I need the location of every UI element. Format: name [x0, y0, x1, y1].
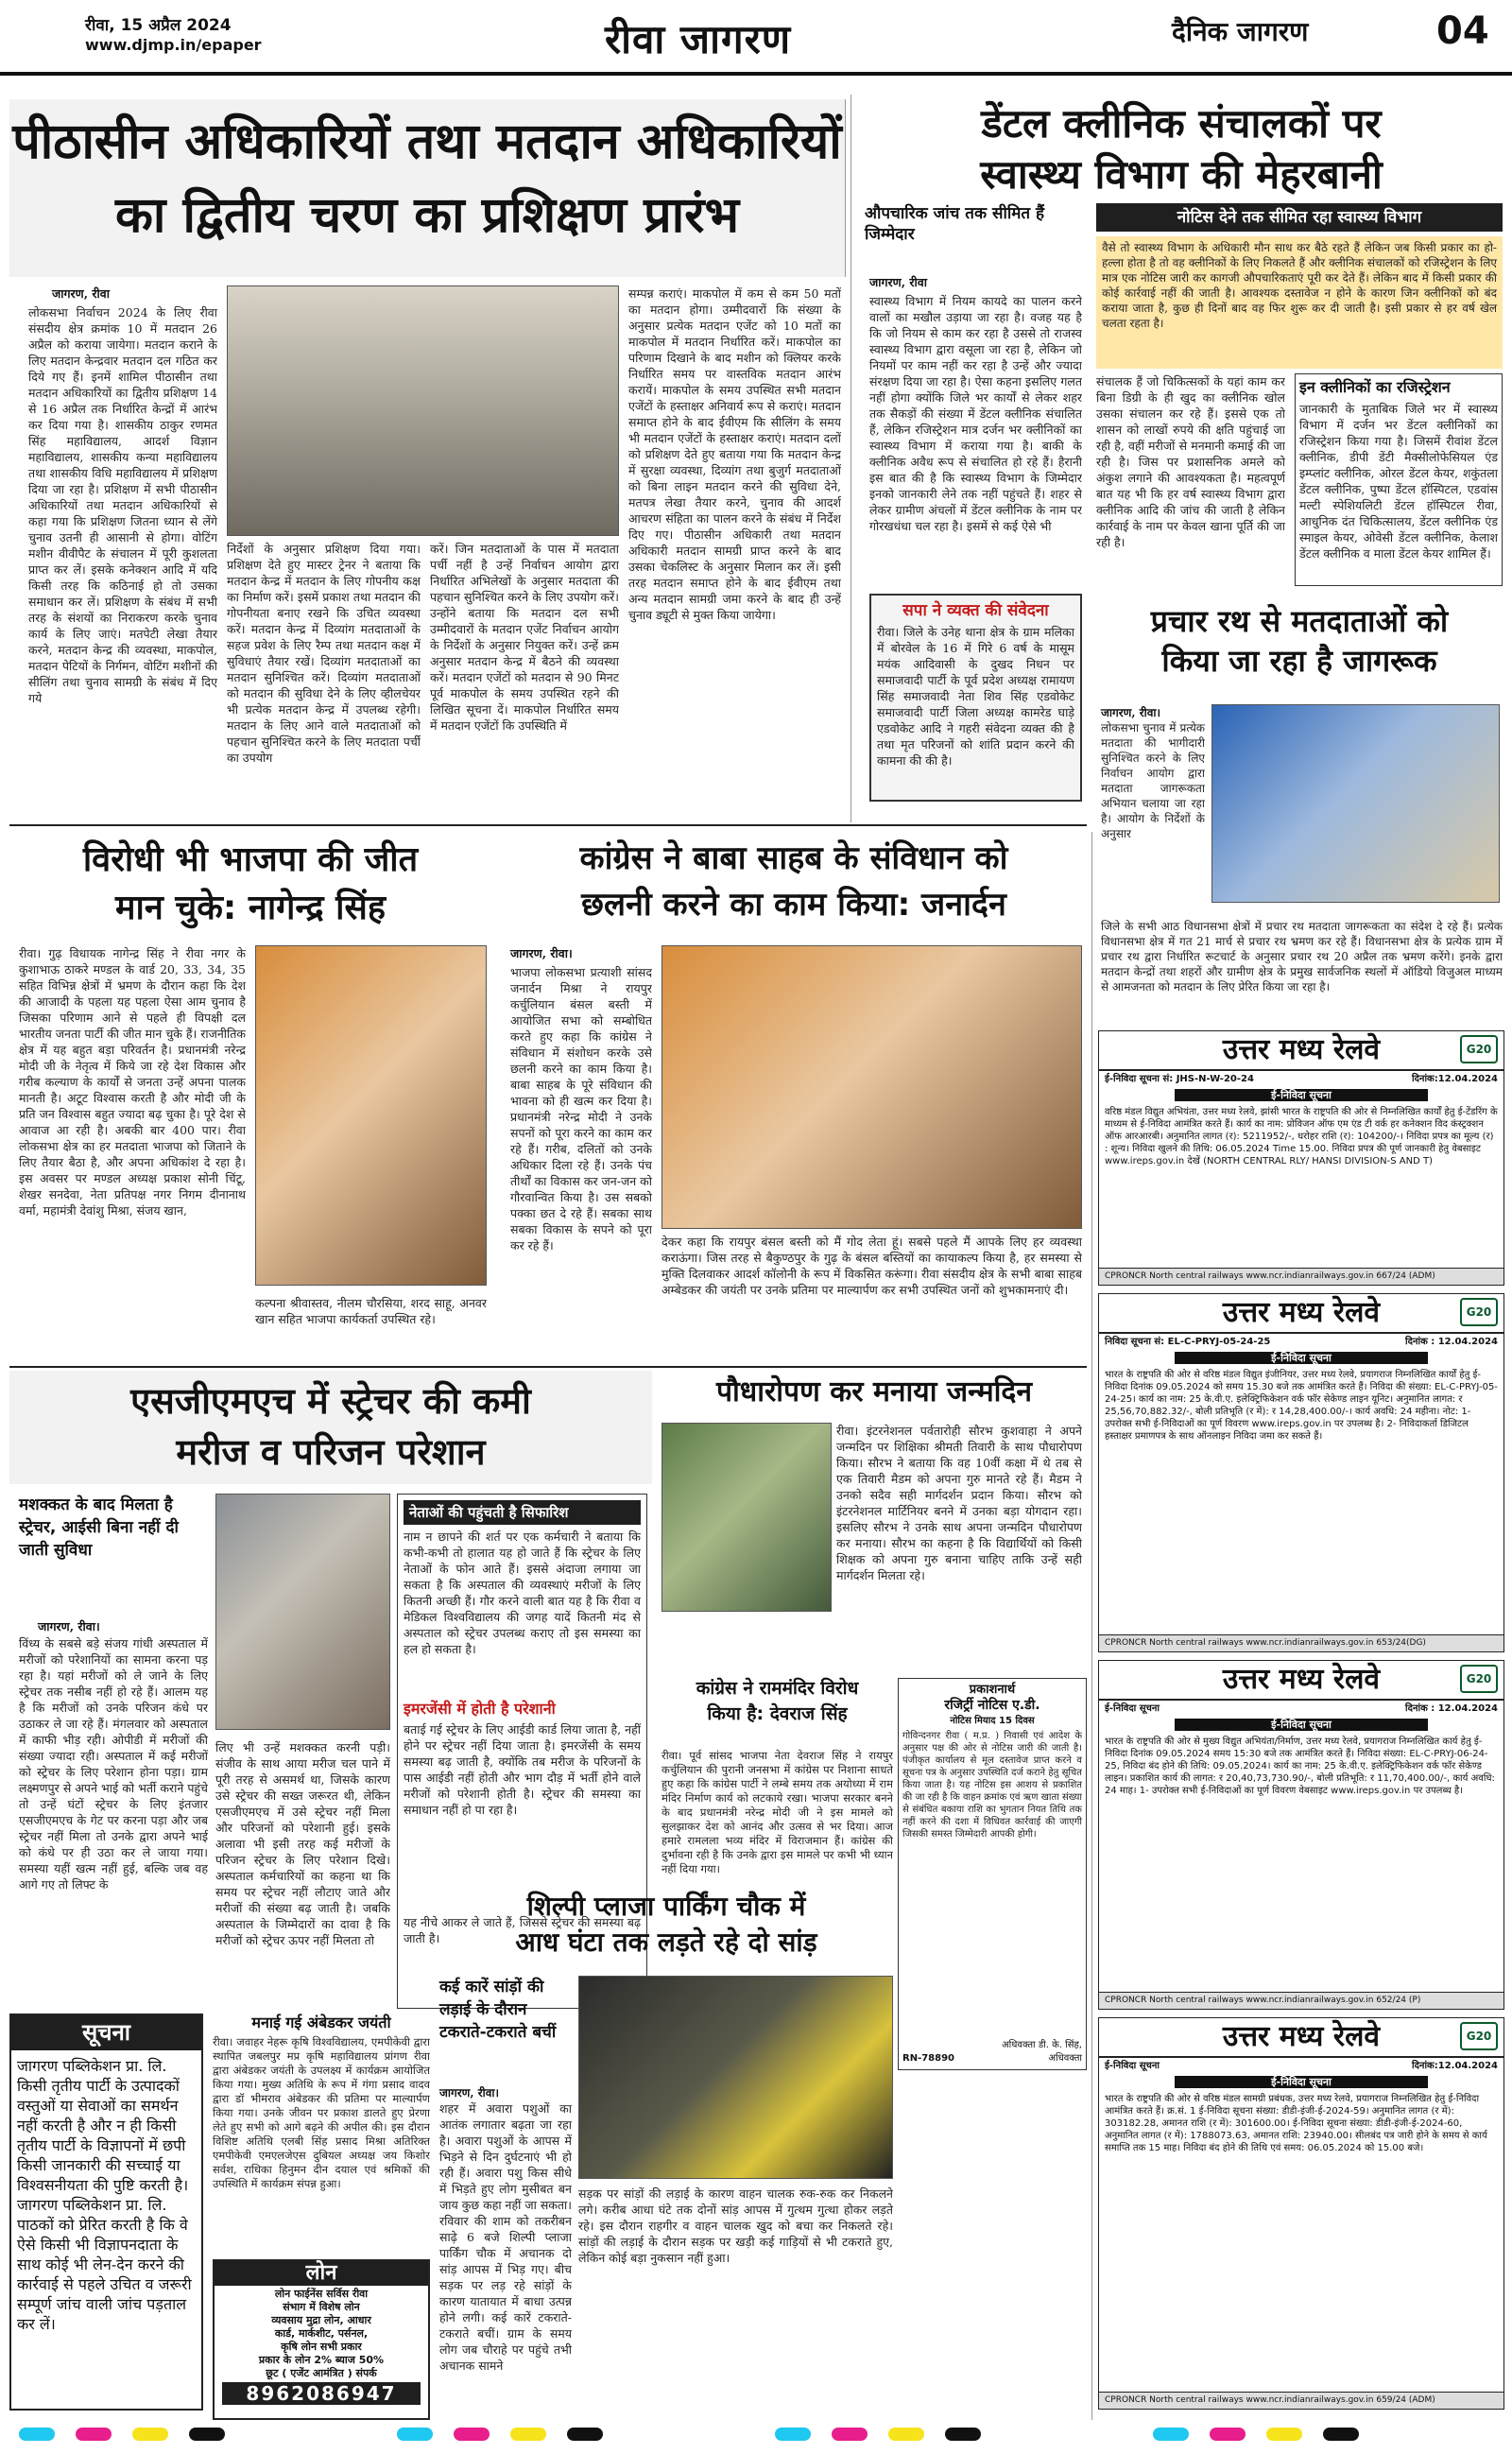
loan-line: छूट ( एजेंट आमंत्रित ) संपर्क	[266, 2367, 377, 2380]
railway-ad-3	[1098, 1660, 1504, 2010]
railway-ad-header	[1099, 1031, 1503, 1071]
dental-col2: संचालक हैं जो चिकित्सकों के यहां काम कर बिना डिग्री के ही खुद का क्लीनिक खोल उसका संचालन कर रहे हैं। इससे एक तो शासन को लाखों रुपये की क्षति पहुंचाई जा रही है, वहीं मरीजों से मनमानी कमाई की जा रही है। जिस पर प्रशासनिक अमले को अंकुश लगाने की आवश्यकता है। महत्वपूर्ण बात यह भी कि हर वर्ष स्वास्थ्य विभाग द्वारा क्लीनिक आदि की जांच की जाती है लेकिन कार्रवाई के नाम पर केवल खाना पूर्ति की जा रही है।	[1096, 374, 1285, 549]
loan-line: कृषि लोन सभी प्रकार	[281, 2341, 362, 2354]
registration-mark	[775, 2428, 811, 2441]
sgmh-headline-box	[9, 1371, 652, 1484]
railway-ad-foot[interactable]: CPRONCR North central railways www.ncr.indianrailways.gov.in 652/24 (P)	[1099, 1992, 1503, 2009]
railway-ad-body: भारत के राष्ट्रपति की ओर से वरिष्ठ मंडल विद्युत इंजीनियर, उत्तर मध्य रेलवे, प्रयागराज निम्नलिखित कार्यों हेतु ई-निविदा दिनांक 09.05.2024 को समय 15.30 बजे तक आमंत्रित करते हैं। निविदा की संख्या: EL-C-PRYJ-05-24-25। कार्य का नाम: 25 के.वी.ए. इलेक्ट्रिफिकेशन वर्क फॉर सेकेण्ड लाइन यूनिट। अनुमानित लागत: र 25,56,70,882.32/-, बोली प्रतिभूति (र में): र 14,28,400.00/-। कार्य अवधि: 24 महीना। नोट: 1- उपरोक्त सभी ई-निविदाओं का पूर्ण विवरण www.ireps.gov.in पर उपलब्ध है। 2- निविदाकर्ता डिजिटल हस्ताक्षर प्रमाणपत्र के साथ ऑनलाइन निविदा जमा कर सकते हैं।	[1105, 1370, 1498, 1442]
dental-banner-text: नोटिस देने तक सीमित रहा स्वास्थ्य विभाग	[1177, 208, 1422, 227]
loan-lines	[215, 2286, 428, 2380]
dental-headline-box	[855, 95, 1507, 208]
prachar-headline-line1: प्रचार रथ से मतदाताओं को	[1150, 603, 1449, 639]
paudharopan-headline: पौधारोपण कर मनाया जन्मदिन	[715, 1375, 1033, 1408]
shilpi-kicker: कई कारें सांड़ों की लड़ाई के दौरान टकराते-टकराते बचीं	[439, 1978, 557, 2042]
loan-ad	[213, 2259, 430, 2420]
sgmh-box-text: नाम न छापने की शर्त पर एक कर्मचारी ने बताया कि कभी-कभी तो हालात यह हो जाते हैं कि स्ट्रेचर के लिए नेताओं के फोन आते हैं। इससे अंदाजा लगाया जा सकता है कि अस्पताल की व्यवस्थाएं मरीजों के लिए कितनी अच्छी हैं। गौर करने वाली बात यह है कि रीवा व मेडिकल विश्वविद्यालय की जगह यादें कितनी मंद से अस्पताल को स्ट्रेचर उपलब्ध कराए तो इस समस्या का हल हो सकता है।	[404, 1529, 641, 1656]
railway-ad-title: उत्तर मध्य रेलवे	[1222, 1296, 1381, 1329]
g20-logo-icon: G20	[1460, 1665, 1498, 1693]
lead-col2: निर्देशों के अनुसार प्रशिक्षण दिया गया। प्रशिक्षण देते हुए मास्टर ट्रेनर ने बताया कि मतदान केन्द्र में मतदान के लिए गोपनीय कक्ष का निर्माण करें। इसमें प्रकाश तथा मतदान की गोपनीयता बनाए रखने कि उचित व्यवस्था करें। मतदान केन्द्र में दिव्यांग मतदाताओं के सहज प्रवेश के लिए रैम्प तथा मतदान कक्ष में सुविधाएं तैयार रखें। दिव्यांग मतदाताओं का मतदान सुनिश्चित करें। दिव्यांग मतदाताओं को मतदान की सुविधा देने के लिए व्हीलचेयर भी प्रत्येक मतदान केन्द्र में उपलब्ध रहेगी। मतदान के लिए आने वाले मतदाताओं को पहचान सुनिश्चित करने के लिए मतदाता पर्ची का उपयोग	[227, 542, 421, 765]
sgmh-text3: यह नीचे आकर ले जाते हैं, जिससे स्ट्रेचर की समस्या बढ़ जाती है।	[404, 1915, 641, 1946]
dental-intro: वैसे तो स्वास्थ्य विभाग के अधिकारी मौन साध कर बैठे रहते हैं लेकिन जब किसी प्रकार का हो-हल्ला होता है तो वह क्लीनिकों के लिए निकलते हैं और क्लीनिक संचालकों को रजिस्ट्रेशन के लिए मात्र एक नोटिस जारी कर कागजी औपचारिकताएं पूरी कर देते हैं। लेकिन बाद में किसी प्रकार की कोई कार्रवाई नहीं की जाती है। आवश्यक दस्तावेज न होने के कारण जिन क्लीनिकों को बंद कराया जाता है, कुछ ही दिनों बाद वह फिर शुरू कर दी जाती है। इसी प्रकार से हर वर्ष खेल चलता रहता है।	[1096, 236, 1503, 369]
divider-middle	[9, 1366, 1087, 1368]
railway-ad-2	[1098, 1293, 1504, 1652]
masthead-date: रीवा, 15 अप्रैल 2024	[85, 16, 232, 35]
registration-mark	[397, 2428, 433, 2441]
deva-headline-line1: कांग्रेस ने राममंदिर विरोध	[696, 1678, 859, 1699]
sgmh-box-title: नेताओं की पहुंचती है सिफारिश	[404, 1500, 641, 1525]
deva-headline-line2: किया है: देवराज सिंह	[707, 1702, 848, 1724]
railway-ad-title: उत्तर मध्य रेलवे	[1222, 1033, 1381, 1066]
dental-byline: जागरण, रीवा	[869, 275, 927, 289]
railway-ad-meta	[1099, 1334, 1503, 1350]
lead-col1: लोकसभा निर्वाचन 2024 के लिए रीवा संसदीय क्षेत्र क्रमांक 10 में मतदान 26 अप्रैल को कराया जायेगा। मतदान कराने के लिए मतदान केन्द्रवार मतदान दल गठित कर दिये गए हैं। इनमें शामिल पीठासीन तथा मतदान अधिकारियों का द्वितीय प्रशिक्षण 14 से 16 अप्रैल तक निर्धारित केन्द्रों में आरंभ कर दिया गया है। शासकीय ठाकुर रणमत सिंह महाविद्यालय, आदर्श विज्ञान महाविद्यालय, शासकीय कन्या महाविद्यालय तथा शासकीय विधि महाविद्यालय में प्रशिक्षण दिया जा रहा है। प्रशिक्षण में सभी पीठासीन अधिकारियों तथा मतदान अधिकारियों से कहा गया कि प्रशिक्षण जितना ध्यान से लेंगे चुनाव उतनी ही आसानी से होगा। वोटिंग मशीन वीवीपैट के संचालन में पूरी कुशलता प्राप्त कर लें। इसके कनेक्शन आदि में यदि किसी तरह कि कठिनाई हो तो उसका समाधान कर लें। प्रशिक्षण के संबंध में सभी तरह के संशयों का निराकरण करके चुनाव कार्य के लिए जाएं। मतपेटी लेखा तैयार करने, मतदान केन्द्र की व्यवस्था, माकपोल, मतदान पेटियों के निर्गमन, वोटिंग मशीनों की सीलिंग तथा चुनाव सामग्री के संबंध में दिए गये	[28, 305, 217, 705]
prachar-headline-line2: किया जा रहा है जागरूक	[1161, 643, 1437, 680]
g20-logo-icon: G20	[1460, 1035, 1498, 1063]
soochna-title: सूचना	[11, 2015, 201, 2050]
g20-logo-icon: G20	[1460, 2022, 1498, 2050]
railway-ad-no: निविदा सूचना सं: EL-C-PRYJ-05-24-25	[1105, 1337, 1271, 1347]
ambedkar-box	[213, 2013, 430, 2250]
loan-line: लोन फाईनेंस सर्विस रीवा	[274, 2288, 369, 2301]
railway-ad-header	[1099, 1294, 1503, 1334]
registration-mark	[132, 2428, 168, 2441]
lead-byline: जागरण, रीवा	[52, 286, 110, 301]
ambedkar-title: मनाई गई अंबेडकर जयंती	[251, 2013, 391, 2031]
shilpi-text2: सड़क पर सांड़ों की लड़ाई के कारण वाहन चालक रुक-रुक कर निकलने लगे। करीब आधा घंटे तक दोनों सांड़ आपस में गुत्थम गुत्था होकर लड़ते रहे। इस दौरान राहगीर व वाहन चालक खुद को बचा कर निकलते रहे। सांड़ों की लड़ाई के दौरान सड़क पर खड़ी कई गाड़ियों से भी टकराते हुए, लेकिन कोई बड़ा नुकसान नहीं हुआ।	[578, 2186, 893, 2265]
lead-headline-line1: पीठासीन अधिकारियों तथा मतदान अधिकारियों	[12, 113, 842, 170]
dental-kicker: औपचारिक जांच तक सीमित हैं जिम्मेदार	[865, 204, 1045, 244]
railway-ad-title: उत्तर मध्य रेलवे	[1222, 1663, 1381, 1696]
legal-text: गोविन्दनगर रीवा ( म.प्र. ) निवासी एवं आदेश के अनुसार पक्ष की ओर से नोटिस जारी की जाती है। पंजीकृत कार्यालय से मूल दस्तावेज प्राप्त करने व सूचना पत्र के अनुसार उपस्थिति दर्ज कराने हेतु सूचित किया जाता है। यह नोटिस इस आशय से प्रकाशित की जा रही है कि वाहन क्रमांक एवं ऋण खाता संख्या से संबंधित बकाया राशि का भुगतान नियत तिथि तक नहीं करने की दशा में विधिवत कार्रवाई की जाएगी जिसकी समस्त जिम्मेदारी आपकी होगी।	[902, 1731, 1082, 1840]
registration-mark	[832, 2428, 868, 2441]
legal-sub: नोटिस मियाद 15 दिवस	[950, 1716, 1035, 1727]
railway-ad-date: दिनांक:12.04.2024	[1412, 2061, 1498, 2071]
lead-headline-box	[9, 99, 846, 277]
railway-ad-date: दिनांक : 12.04.2024	[1405, 1337, 1498, 1347]
sgmh-text1: विंध्य के सबसे बड़े संजय गांधी अस्पताल में मरीजों को परेशानियों का सामना करना पड़ रहा है। यहां मरीजों को ले जाने के लिए स्ट्रेचर तक नसीब नहीं हो रहे हैं। आलम यह है कि मरीजों को उनके परिजन कंधे पर उठाकर ले जा रहे हैं। मंगलवार को अस्पताल में काफी भीड़ रही। ओपीडी में मरीजों की संख्या ज्यादा रही। अस्पताल में कई मरीजों को स्ट्रेचर के लिए परेशान होना पड़ा। ग्राम लक्ष्मणपुर से अपने भाई को भर्ती कराने पहुंचे तो उन्हें घंटों स्ट्रेचर के लिए इंतजार एसजीएमएच के गेट पर करना पड़ा और जब स्ट्रेचर नहीं मिला तो उनके द्वारा अपने भाई को कंधे पर ही उठा कर ले जाया गया। समस्या यहीं खत्म नहीं हुई, बल्कि जब वह आगे गए तो लिफ्ट के	[19, 1636, 208, 1892]
prachar-byline: जागरण, रीवा।	[1101, 706, 1161, 719]
railway-ad-title: उत्तर मध्य रेलवे	[1222, 2020, 1381, 2053]
paudharopan-text: रीवा। इंटरनेशनल पर्वतारोही सौरभ कुशवाहा ने अपने जन्मदिन पर शिक्षिका श्रीमती तिवारी के साथ पौधारोपण किया। सौरभ ने बताया कि वह 10वीं कक्षा में थे तब से एक तिवारी मैडम को अपना गुरु मानते रहे हैं। मैडम ने उनको सदैव सही मार्गदर्शन प्रदान किया। सौरभ को इंटरनेशनल मार्टिनियर बनने में उनका बड़ा योगदान रहा। इसलिए सौरभ ने उनके साथ अपना जन्मदिन पौधारोपण कर मनाया। सौरभ का कहना है कि विद्यार्थियों को किसी शिक्षक को अपना गुरु बनाना चाहिए ताकि उन्हें सही मार्गदर्शन मिलता रहे।	[836, 1424, 1082, 1582]
railway-ad-body: भारत के राष्ट्रपति की ओर से वरिष्ठ मंडल सामग्री प्रबंधक, उत्तर मध्य रेलवे, प्रयागराज निम्नलिखित हेतु ई-निविदा आमंत्रित करते हैं। क्र.सं. 1 ई-निविदा सूचना संख्या: डीडी-इंजी-ई-2024-59। अनुमानित लागत (र में): 303182.28, अमानत राशि (र में): 301600.00। ई-निविदा सूचना संख्या: डीडी-इंजी-ई-2024-60, अनुमानित लागत (र में): 1788073.63, अमानत राशि: 23940.00। सीलबंद पत्र जारी होने के समय से कार्य समाप्ति तक 15 माह। निविदा बंद होने की तिथि एवं समय: 06.05.2024 को 15.00 बजे।	[1105, 2094, 1487, 2153]
loan-line: कार्ड, मार्कशीट, पर्सनल,	[274, 2327, 369, 2341]
sgmh-headline-line1: एसजीएमएच में स्ट्रेचर की कमी	[130, 1380, 531, 1422]
railway-ad-header	[1099, 2018, 1503, 2058]
railway-ad-date: दिनांक:12.04.2024	[1412, 1074, 1498, 1084]
shilpi-headline-box	[439, 1891, 893, 1966]
registration-mark	[1323, 2428, 1359, 2441]
legal-code: RN-78890	[902, 2053, 955, 2064]
shilpi-headline-line1: शिल्पी प्लाजा पार्किंग चौक में	[526, 1891, 806, 1922]
loan-line: प्रकार के लोन 2% ब्याज 50%	[258, 2354, 385, 2367]
railway-ad-body: भारत के राष्ट्रपति की ओर से मुख्य विद्युत अभियंता/निर्माण, उत्तर मध्य रेलवे, प्रयागराज निम्नलिखित कार्य हेतु ई-निविदा दिनांक 09.05.2024 समय 15:30 बजे तक आमंत्रित करते हैं। निविदा संख्या: EL-C-PRYJ-06-24-25, निविदा बंद होने की तिथि: 09.05.2024। कार्य का नाम: 25 के.वी.ए. इलेक्ट्रिफिकेशन वर्क फॉर सेकेण्ड लाइन। प्रकाशित कार्य की लागत: र 20,40,73,730.90/-, बोली प्रतिभूति: र 11,70,400.00/-, कार्य अवधि: 24 माह। 1- उपरोक्त सभी ई-निविदाओं का पूर्ण विवरण वेबसाइट www.ireps.gov.in पर उपलब्ध है।	[1105, 1737, 1495, 1796]
registration-mark	[1210, 2428, 1246, 2441]
sapna-box	[869, 594, 1082, 802]
railway-ad-1	[1098, 1030, 1504, 1286]
virodhi-headline-line2: मान चुके: नागेन्द्र सिंह	[115, 889, 386, 928]
sgmh-box2-text: बताई गई स्ट्रेचर के लिए आईडी कार्ड लिया जाता है, नहीं होने पर स्ट्रेचर नहीं दिया जाता है। इमरजेंसी के समय समस्या बढ़ जाती है, क्योंकि तब मरीज के परिजनों के पास आईडी नहीं होती और भाग दौड़ में भर्ती होने वाले मरीजों को परेशानी होती है। स्ट्रेचर की समस्या का समाधान नहीं हो पा रहा है।	[404, 1722, 641, 1818]
training-photo	[227, 285, 619, 536]
virodhi-photo	[255, 945, 487, 1286]
sgmh-headline-line2: मरीज व परिजन परेशान	[176, 1430, 486, 1473]
deva-text: रीवा। पूर्व सांसद भाजपा नेता देवराज सिंह ने रायपुर कर्चुलियान की पुरानी जनसभा में कांग्रेस पर निशाना साधते हुए कहा कि कांग्रेस पार्टी ने लम्बे समय तक अयोध्या में राम मंदिर निर्माण कार्य को लटकाये रखा। भाजपा सरकार बनने के बाद प्रधानमंत्री नरेन्द्र मोदी जी ने इस मामले को सुलझाकर देश को आनंद और उत्सव से भर दिया। आज हमारे रामलला भव्य मंदिर में विराजमान हैं। कांग्रेस की दुर्भावना रही है कि उनके द्वारा इस मामले पर कभी भी ध्यान नहीं दिया गया।	[662, 1749, 893, 1875]
section-title: रीवा जागरण	[605, 16, 792, 62]
page-number: 04	[1436, 9, 1489, 53]
registration-mark	[1266, 2428, 1302, 2441]
registration-mark	[945, 2428, 981, 2441]
railway-ad-date: दिनांक : 12.04.2024	[1405, 1703, 1498, 1714]
registration-mark	[510, 2428, 546, 2441]
deva-headline-box	[662, 1678, 893, 1744]
shilpi-text1: शहर में अवारा पशुओं का आतंक लगातार बढ़ता जा रहा है। अवारा पशुओं के आपस में भिड़ने से दिन दुर्घटनाएं भी हो रही हैं। अवारा पशु किस सीधे में भिड़ते हुए लोग मुसीबत बन जाय कुछ कहा नहीं जा सकता। रविवार की शाम को तकरीबन साढ़े 6 बजे शिल्पी प्लाजा पार्किंग चौक में अचानक दो सांड़ आपस में भिड़ गए। बीच सड़क पर लड़ रहे सांड़ों के कारण यातायात में बाधा उत्पन्न होने लगी। कई कारें टकराते-टकराते बचीं। ग्राम के समय लोग जब चौराहे पर पहुंचे तभी अचानक सामने	[439, 2101, 572, 2373]
paudharopan-photo	[662, 1423, 832, 1612]
registration-mark	[454, 2428, 490, 2441]
registration-mark	[567, 2428, 603, 2441]
registration-mark	[1153, 2428, 1189, 2441]
lead-col3: करें। जिन मतदाताओं के पास में मतदाता पर्ची नहीं है उन्हें निर्वाचन आयोग द्वारा निर्धारित अभिलेखों के अनुसार मतदाता की पहचान सुनिश्चित करने के लिए उपयोग करें। उन्होंने बताया कि मतदान दल सभी उम्मीदवारों के मतदान एजेंट निर्वाचन आयोग के निर्देशों के अनुसार नियुक्त करें। उन्हें क्रम अनुसार मतदान केन्द्र में बैठने की व्यवस्था करें। मतदान एजेंटों को मतदान से 90 मिनट पूर्व माकपोल के समय उपस्थित रहने की लिखित सूचना दें। माकपोल निर्धारित समय में मतदान एजेंटों कि उपस्थिति में	[430, 542, 619, 733]
congress-byline: जागरण, रीवा।	[510, 946, 573, 960]
railway-ad-sub: ई-निविदा सूचना	[1175, 1352, 1428, 1364]
virodhi-headline-line1: विरोधी भी भाजपा की जीत	[82, 840, 419, 879]
shilpi-headline-line2: आध घंटा तक लड़ते रहे दो सांड़	[515, 1926, 817, 1958]
legal-title2: रजिर्ट्री नोटिस ए.डी.	[944, 1697, 1040, 1713]
prachar-rath-photo	[1211, 704, 1500, 903]
registration-mark	[888, 2428, 924, 2441]
loan-title: लोन	[215, 2261, 428, 2286]
congress-headline-box	[501, 832, 1087, 941]
soochna-text: जागरण पब्लिकेशन प्रा. लि. किसी तृतीय पार्टी के उत्पादकों वस्तुओं या सेवाओं का समर्थन नहीं करती है और न ही किसी तृतीय पार्टी के विज्ञापनों में छपी किसी जानकारी की सच्चाई या विश्वसनीयता की पुष्टि करती है। जागरण पब्लिकेशन प्रा. लि. पाठकों को प्रेरित करती है कि वे ऐसे किसी भी विज्ञापनदाता के साथ कोई भी लेन-देन करने की कार्रवाई से पहले उचित व जरूरी सम्पूर्ण जांच वाली जांच पड़ताल कर लें।	[17, 2056, 192, 2333]
virodhi-headline-box	[9, 832, 491, 941]
dental-box-title: इन क्लीनिकों का रजिस्ट्रेशन	[1299, 378, 1451, 396]
railway-ad-no: ई-निविदा सूचना	[1105, 2061, 1160, 2071]
railway-ad-meta	[1099, 1701, 1503, 1717]
railway-ad-no: ई-निविदा सूचना सं: JHS-N-W-20-24	[1105, 1074, 1254, 1084]
registration-mark	[189, 2428, 225, 2441]
sgmh-box2-title: इमरजेंसी में होती है परेशानी	[404, 1700, 556, 1718]
railway-ad-foot[interactable]: CPRONCR North central railways www.ncr.indianrailways.gov.in 667/24 (ADM)	[1099, 1268, 1503, 1285]
congress-headline-line1: कांग्रेस ने बाबा साहब के संविधान को	[579, 839, 1008, 877]
railway-ad-meta	[1099, 2058, 1503, 2074]
virodhi-caption: कल्पना श्रीवास्तव, नीलम चौरसिया, शरद साहू, अनवर खान सहित भाजपा कार्यकर्ता उपस्थित रहे।	[255, 1296, 487, 1326]
congress-text2: देकर कहा कि रायपुर बंसल बस्ती को मैं गोद लेता हूं। सबसे पहले मैं आपके लिए हर व्यवस्था कराऊंगा। जिस तरह से बैकुण्ठपुर के गुढ़ के बंसल बस्तियों का कायाकल्प किया है, हर समस्या से मुक्ति दिलवाकर आदर्श कॉलोनी के रूप में विकसित करूंगा। रीवा संसदीय क्षेत्र के सभी बाबा साहब अम्बेडकर की जयंती पर उनके प्रतिमा पर माल्यार्पण कर सभी उपस्थित जनों को शुभकामनाएं दी।	[662, 1235, 1082, 1297]
railway-ad-meta	[1099, 1071, 1503, 1087]
masthead-url[interactable]: www.djmp.in/epaper	[85, 36, 262, 54]
lead-headline-line2: का द्वितीय चरण का प्रशिक्षण प्रारंभ	[114, 187, 740, 245]
registration-mark	[76, 2428, 112, 2441]
dental-headline-line2: स्वास्थ्य विभाग की मेहरबानी	[980, 151, 1383, 199]
dental-col1: स्वास्थ्य विभाग में नियम कायदे का पालन करने वालों का मखौल उड़ाया जा रहा है। वजह यह है कि जो नियम से काम कर रहा है उससे तो राजस्व स्वास्थ्य विभाग द्वारा वसूला जा रहा है, लेकिन जो नियमों पर काम नहीं कर रहा है उन्हें और ज्यादा संरक्षण दिया जा रहा है। ऐसा कहना इसलिए गलत नहीं होगा क्योंकि जिले भर कार्यों से लेकर शहर तक सैकड़ों की संख्या में डेंटल क्लीनिक संचालित हैं, लेकिन रजिस्ट्रेशन मात्र दर्जन भर क्लीनिकों का स्वास्थ्य विभाग में कराया गया है। बाकी के क्लीनिक अवैध रूप से संचालित हो रहे हैं। हैरानी इस बात की है कि स्वास्थ्य विभाग के जिम्मेदार इनको जानकारी लेने तक नहीं पहुंचते हैं। शहर से लेकर ग्रामीण अंचलों में डेंटल क्लीनिक के नाम पर गोरखधंधा चल रहा है। इसमें से कई ऐसे भी	[869, 294, 1082, 533]
legal-sign: अधिवक्ता डी. के. सिंह, अधिवक्ता	[1002, 2040, 1082, 2064]
brand-name: दैनिक जागरण	[1172, 16, 1309, 47]
railway-ad-header	[1099, 1661, 1503, 1701]
prachar-headline-box	[1096, 596, 1503, 700]
divider-upper	[9, 824, 1087, 826]
railway-ad-4	[1098, 2017, 1504, 2410]
railway-ad-sub: ई-निविदा सूचना	[1175, 2076, 1428, 2088]
loan-line: व्यवसाय मुद्रा लोन, आधार	[271, 2314, 371, 2327]
railway-ad-foot[interactable]: CPRONCR North central railways www.ncr.indianrailways.gov.in 659/24 (ADM)	[1099, 2392, 1503, 2409]
sgmh-hospital-photo	[215, 1494, 390, 1730]
loan-phone[interactable]: 8962086947	[222, 2382, 421, 2405]
sgmh-byline: जागरण, रीवा।	[38, 1619, 100, 1633]
legal-notice	[898, 1678, 1087, 2070]
masthead	[0, 0, 1512, 76]
railway-ad-body: वरिष्ठ मंडल विद्युत अभियंता, उत्तर मध्य रेलवे, झांसी भारत के राष्ट्रपति की ओर से निम्नलिखित कार्यों हेतु ई-टेंडरिंग के माध्यम से ई-निविदा आमंत्रित करते हैं। कार्य का नाम: प्रोविजन ऑफ एम एंड टी वर्क हर कनेक्शन विद कंस्ट्रक्शन ऑफ आरआरबी। अनुमानित लागत (र): 5211952/-, धरोहर राशि (र): 104200/-। निविदा प्रपत्र का मूल्य (र) : शून्य। निविदा खुलने की तिथि: 06.05.2024 Time 15.00. निविदा प्रपत्र की पूर्ण जानकारी हेतु वेबसाइट www.ireps.gov.in देखें (NORTH CENTRAL RLY/ HANSI DIVISION-S AND T)	[1105, 1107, 1498, 1167]
dental-banner	[1096, 203, 1503, 232]
sgmh-text2: लिए भी उन्हें मशक्कत करनी पड़ी। संजीव के साथ आया मरीज चल पाने में पूरी तरह से असमर्थ था, जिसके कारण उसे स्ट्रेचर की सख्त जरूरत थी, लेकिन एसजीएमएच में उसे स्ट्रेचर नहीं मिला और परिजनों को परेशानी हुई। इसके अलावा भी इसी तरह कई मरीजों के परिजन स्ट्रेचर के लिए परेशान दिखे। अस्पताल कर्मचारियों का कहना था कि समय पर स्ट्रेचर नहीं लौटाए जाते और मरीजों की संख्या बढ़ जाती है। जबकि अस्पताल के जिम्मेदारों का दावा है कि मरीजों को स्ट्रेचर ऊपर नहीं मिलता तो	[215, 1740, 390, 1947]
rule-v-right	[1091, 832, 1092, 2420]
registration-mark	[19, 2428, 55, 2441]
railway-ad-sub: ई-निविदा सूचना	[1175, 1719, 1428, 1731]
dental-clinic-box	[1295, 373, 1503, 586]
soochna-box	[9, 2013, 203, 2411]
congress-headline-line2: छलनी करने का काम किया: जनार्दन	[581, 885, 1006, 924]
legal-title1: प्रकाशनार्थ	[969, 1683, 1016, 1697]
dental-box-text: जानकारी के मुताबिक जिले भर में स्वास्थ्य विभाग में दर्जन भर डेंटल क्लीनिकों का रजिस्ट्रेशन किया गया है। जिसमें रीवांश डेंटल क्लीनिक, डीपी डेंटी मैक्सीलोफेसियल एंड इम्प्लांट क्लीनिक, ओरल डेंटल केयर, शकुंतला डेंटल क्लीनिक, पुष्पा डेंटल हॉस्पिटल, एडवांस मल्टी स्पेशियलिटी डेंटल हॉस्पिटल रीवा, आधुनिक दंत चिकित्सालय, डेंटल क्लीनिक एंड स्माइल केयर, ओवेसी डेंटल क्लीनिक, केलाश डेंटल क्लीनिक व माला डेंटल केयर शामिल हैं।	[1299, 402, 1498, 561]
lead-col4: सम्पन्न कराएं। माकपोल में कम से कम 50 मतों का मतदान होगा। उम्मीदवारों कि संख्या के अनुसार प्रत्येक मतदान एजेंट को 10 मतों का माकपोल में मतदान निर्धारित करें। माकपोल का परिणाम दिखाने के बाद मशीन को क्लियर करके निर्धारित समय पर वास्तविक मतदान आरंभ करायें। माकपोल के समय उपस्थित सभी मतदान एजेंटों के हस्ताक्षर अनिवार्य रूप से कराएं। मतदान समाप्त होने के बाद ईवीएम कि सीलिंग के समय भी मतदान एजेंटों के हस्ताक्षर कराएं। मतदान दलों को प्रशिक्षण देते हुए बताया गया कि मतदान केन्द्र में सुरक्षा व्यवस्था, दिव्यांग तथा बुजुर्ग मतदाताओं को बिना लाइन मतदान करने की सुविधा देने, मतपत्र लेखा तैयार करने, चुनाव की आदर्श आचरण संहिता का पालन करने के संबंध में निर्देश दिए गए। पीठासीन अधिकारी तथा मतदान अधिकारी मतदान सामग्री प्राप्त करने के बाद उसका चेकलिस्ट के अनुसार मिलान कर लें। इसी तरह मतदान समाप्त होने के बाद ईवीएम तथा अन्य मतदान सामग्री जमा करने के बाद ही उन्हें चुनाव ड्यूटी से मुक्त किया जायेगा।	[628, 286, 841, 622]
prachar-text-wide: जिले के सभी आठ विधानसभा क्षेत्रों में प्रचार रथ मतदाता जागरूकता का संदेश दे रहे हैं। प्रत्येक विधानसभा क्षेत्र में गत 21 मार्च से प्रचार रथ भ्रमण कर रहे हैं। विधानसभा क्षेत्र के प्रत्येक ग्राम में प्रचार रथ द्वारा निर्धारित रूटचार्ट के अनुसार प्रचार रथ 20 अप्रैल तक भ्रमण करेंगे। इनके द्वारा मतदान केन्द्रों तथा शहरों और ग्रामीण क्षेत्र के प्रमुख सार्वजनिक स्थलों में ऑडियो विजुअल माध्यम से आमजनता को मतदान के लिए प्रेरित किया जा रहा है।	[1101, 920, 1503, 994]
shilpi-bulls-photo	[578, 1976, 893, 2179]
railway-ad-foot[interactable]: CPRONCR North central railways www.ncr.indianrailways.gov.in 653/24(DG)	[1099, 1634, 1503, 1651]
sapna-title: सपा ने व्यक्त की संवेदना	[902, 601, 1049, 620]
congress-photo	[662, 945, 1082, 1229]
rule-v-left	[850, 95, 851, 822]
virodhi-text: रीवा। गुढ़ विधायक नागेन्द्र सिंह ने रीवा नगर के कुशाभाऊ ठाकरे मण्डल के वार्ड 20, 33, 34, 35 सहित विभिन्न क्षेत्रों में भ्रमण के दौरान कहा कि देश की आजादी के पहला यह पहला ऐसा आम चुनाव है जिसका परिणाम आने से पहले ही विपक्षी दल भारतीय जनता पार्टी की जीत मान चुके हैं। राजनीतिक क्षेत्र में यह बहुत बड़ा परिवर्तन है। प्रधानमंत्री नरेन्द्र मोदी जी के नेतृत्व में किये जा रहे देश विकास और गरीब कल्याण के कार्यों से जनता उन्हें अपना पालक मानती है। अटूट विश्वास करती है और मोदी जी के प्रति जन विश्वास बहुत ज्यादा बढ़ चुका है। पूरे देश से आवाज आ रही है। अबकी बार 400 पार। रीवा लोकसभा क्षेत्र का हर मतदाता भाजपा को जिताने के लिए तैयार बैठा है, और अपना अधिकांश दे रहा है। इस अवसर पर मण्डल अध्यक्ष प्रकाश सोनी चिंटू, शेखर सनदेवा, नेता प्रतिपक्ष नगर निगम दीनानाथ वर्मा, महामंत्री देवांशु मिश्रा, संजय खान,	[19, 946, 246, 1218]
shilpi-byline: जागरण, रीवा।	[439, 2086, 500, 2100]
ambedkar-text: रीवा। जवाहर नेहरू कृषि विश्वविद्यालय, एमपीकेवी द्वारा स्थापित जबलपुर मप्र कृषि महाविद्यालय प्रांगण रीवा द्वारा अंबेडकर जयंती के उपलक्ष्य में कार्यक्रम आयोजित किया गया। मुख्य अतिथि के रूप में गंगा प्रसाद वादव द्वारा डॉ भीमराव अंबेडकर की प्रतिमा पर माल्यार्पण किया गया। उनके जीवन पर प्रकाश डालते हुए प्रेरणा लेते हुए सभी को आगे बढ़ने की अपील की। इस दौरान विशिष्ट अतिथि एलबी सिंह प्रसाद मिश्रा अतिरिक्त एमपीकेवी एमएलजेएस दुबियल अध्यक्ष जय किशोर सर्वश, राधिका हिनुमन दीन दयाल एवं श्रमिकों की उपस्थिति में कार्यक्रम संपन्न हुआ।	[213, 2035, 430, 2191]
loan-line: संभाग में विशेष लोन	[283, 2301, 360, 2314]
dental-headline-line1: डेंटल क्लीनिक संचालकों पर	[981, 100, 1382, 147]
sgmh-kicker: मशक्कत के बाद मिलता है स्ट्रेचर, आईसी बिना नहीं दी जाती सुविधा	[19, 1495, 179, 1560]
sapna-text: रीवा। जिले के उनेह थाना क्षेत्र के ग्राम मलिका में बोरवेल के 16 में गिरे 6 वर्ष के मासूम मयंक आदिवासी के दुखद निधन पर समाजवादी पार्टी के पूर्व प्रदेश अध्यक्ष रामायण सिंह समाजवादी नेता शिव सिंह एडवोकेट समाजवादी पार्टी जिला अध्यक्ष कामरेड घाड़े एडवोकेट आदि ने गहरी संवेदना व्यक्त की है तथा मृत परिजनों को शांति प्रदान करने की कामना की की है।	[877, 625, 1074, 769]
prachar-text-narrow: लोकसभा चुनाव में प्रत्येक मतदाता की भागीदारी सुनिश्चित करने के लिए निर्वाचन आयोग द्वारा मतदाता जागरूकता अभियान चलाया जा रहा है। आयोग के निर्देशों के अनुसार	[1101, 721, 1205, 840]
railway-ad-sub: ई-निविदा सूचना	[1175, 1089, 1428, 1101]
g20-logo-icon: G20	[1460, 1298, 1498, 1326]
railway-ad-no: ई-निविदा सूचना	[1105, 1703, 1160, 1714]
congress-text1: भाजपा लोकसभा प्रत्याशी सांसद जनार्दन मिश्रा ने रायपुर कर्चुलियान बंसल बस्ती में आयोजित सभा को सम्बोधित करते हुए कहा कि कांग्रेस ने संविधान में संशोधन करके उसे छलनी करने का काम किया है। बाबा साहब के पूरे संविधान की भावना को ही खत्म कर दिया है। प्रधानमंत्री नरेन्द्र मोदी ने उनके सपनों को पूरा करने का काम कर रहे हैं। गरीब, दलितों को उनके अधिकार दिला रहे हैं। उनके पंच तीर्थों का विकास कर जन-जन को गौरवान्वित किया है। उस सबको पक्का छत दे रहे हैं। सबका साथ सबका विकास के सपने को पूरा कर रहे हैं।	[510, 965, 652, 1253]
